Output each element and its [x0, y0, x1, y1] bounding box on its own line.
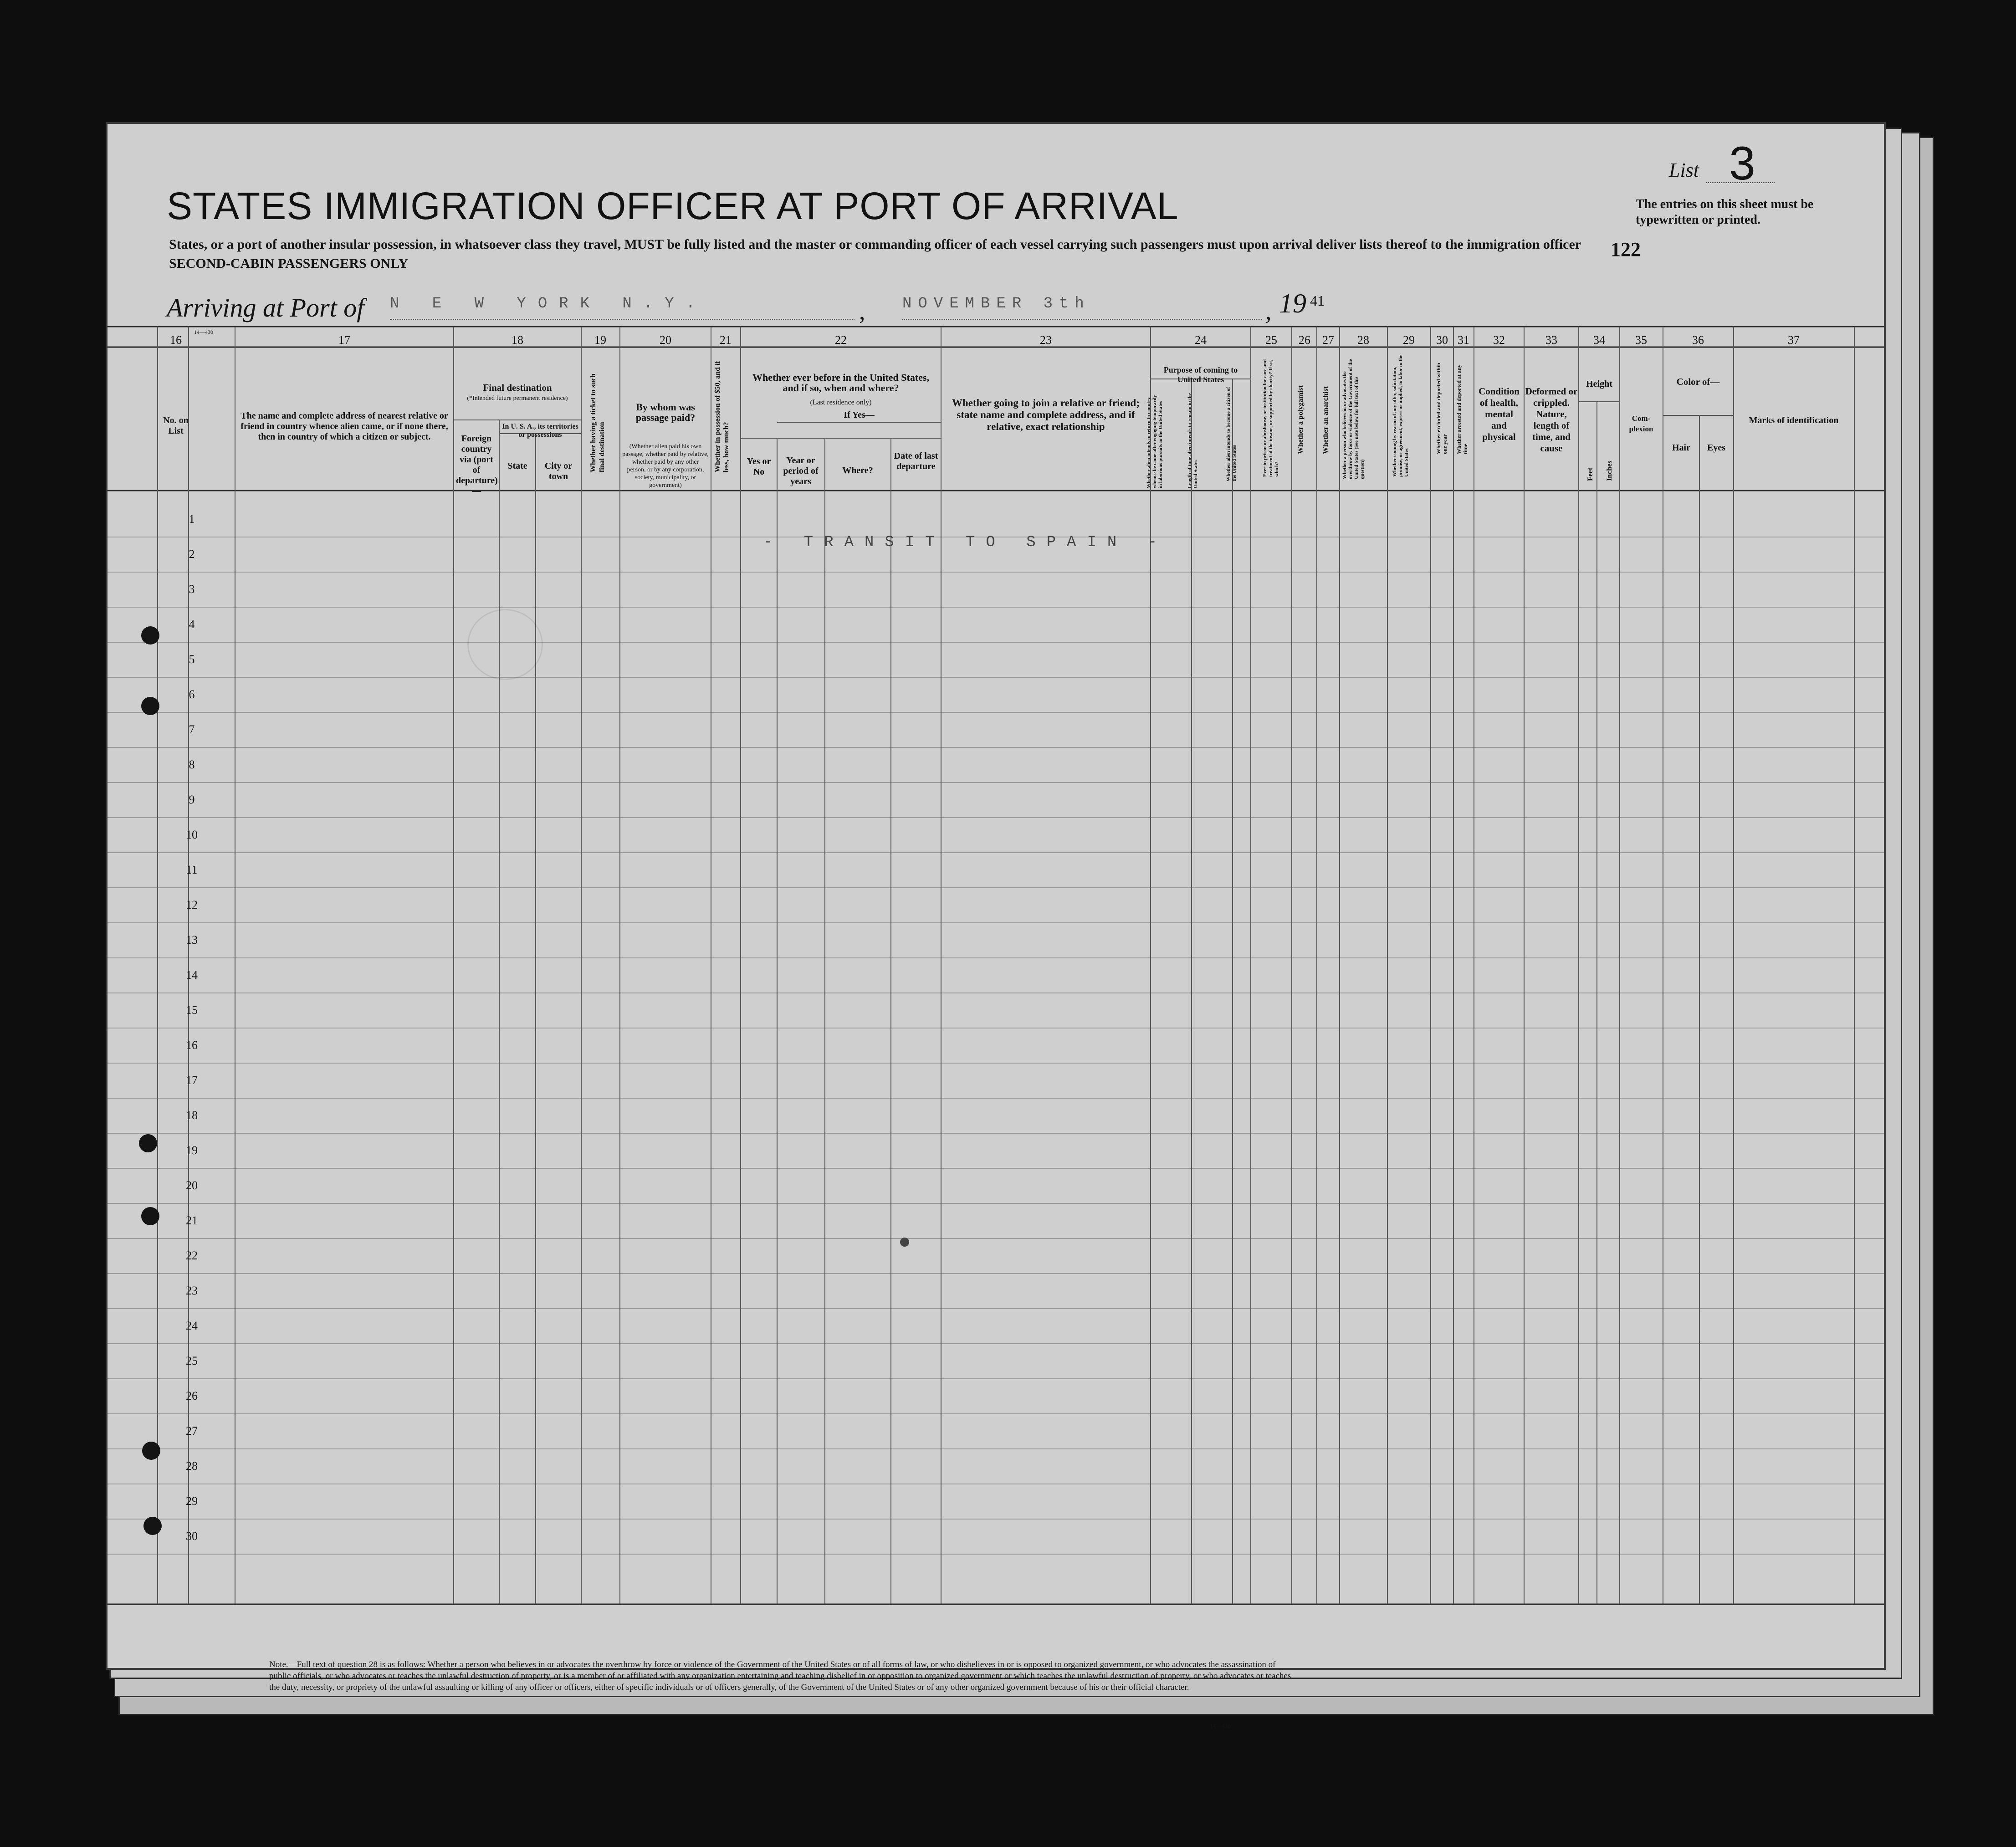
colnum-18: 18 [512, 333, 523, 347]
page-number: 122 [1611, 238, 1641, 261]
header-join-relative: Whether going to join a relative or friend; state name and complete address, and if relative, exact relationship [952, 397, 1140, 432]
row-number: 28 [186, 1459, 198, 1473]
colnum-29: 29 [1403, 333, 1415, 347]
row-number: 1 [189, 512, 195, 526]
header-inches: Inches [1606, 460, 1613, 481]
colnum-24: 24 [1195, 333, 1207, 347]
list-label: List [1669, 159, 1699, 181]
row-number: 21 [186, 1214, 198, 1227]
binding-hole [141, 1207, 159, 1225]
header-yes-or-no: Yes or No [747, 456, 771, 477]
class-line: SECOND-CABIN PASSENGERS ONLY [169, 256, 409, 271]
transit-annotation: - TRANSIT TO SPAIN - [763, 534, 1168, 551]
ink-smudge [900, 1238, 909, 1247]
row-number: 15 [186, 1003, 198, 1017]
header-final-destination: Final destination [483, 382, 552, 393]
colnum-35: 35 [1635, 333, 1647, 347]
header-ever-before-in-us: Whether ever before in the United States, and if so, when and where? [752, 372, 929, 394]
header-foreign-country: Foreign country via (port of departure)— [456, 434, 498, 496]
list-number: 3 [1729, 137, 1755, 190]
header-labor-offer: Whether coming by reason of any offer, solicitation, promise, or agreement, express or implied, to labor in the United States [1392, 354, 1409, 477]
colnum-36: 36 [1692, 333, 1704, 347]
header-complexion: Com-plexion [1629, 414, 1653, 433]
row-number: 9 [189, 793, 195, 806]
header-prison: Ever in prison or almshouse, or institution for care and treatment of the insane, or supported by charity? If so, which? [1262, 359, 1279, 477]
header-feet: Feet [1586, 467, 1594, 481]
binding-hole [139, 1134, 157, 1152]
header-polygamist: Whether a polygamist [1297, 385, 1305, 454]
colnum-31: 31 [1458, 333, 1469, 347]
footer-note: Note.—Full text of question 28 is as follows: Whether a person who believes in or advocates the overthrow by force or violence of the Government of the United States or of all forms of law, or who disbelieves in or is opposed to organized government, or who advocates the assassination of public officials, or who advocates or teaches the unlawful destruction of property, or is a member of or affiliated with any organization entertaining and teaching disbelief in or opposition to organized government or which teaches the unlawful destruction of property, or who advocates or teaches the duty, necessity, or propriety of the unlawful assaulting or killing of any officer or officers, either of specific individuals or of officers generally, of the Government of the United States or of any other organized government because of his or their official character. [269, 1660, 1291, 1692]
header-state: State [507, 461, 527, 471]
colnum-23: 23 [1040, 333, 1052, 347]
row-number: 3 [189, 583, 195, 596]
header-passage-note: (Whether alien paid his own passage, whether paid by relative, whether paid by any other person, or by any corporation, society, municipality, or government) [622, 443, 709, 489]
separator-comma: , [859, 297, 865, 325]
manifest-grid [107, 124, 1884, 1668]
colnum-20: 20 [660, 333, 671, 347]
row-number: 23 [186, 1284, 198, 1297]
binding-hole [142, 1442, 160, 1460]
separator-comma: , [1265, 297, 1272, 325]
colnum-22: 22 [835, 333, 847, 347]
header-health: Condition of health, mental and physical [1479, 386, 1520, 442]
header-anarchist: Whether an anarchist [1322, 386, 1330, 454]
colnum-30: 30 [1436, 333, 1448, 347]
header-city-or-town: City or town [544, 461, 573, 481]
header-purpose-return: Whether alien intends to return to country whence he came after engaging temporarily in laborious pursuits in the United States [1146, 395, 1163, 488]
header-last-residence: (Last residence only) [810, 399, 872, 406]
row-number: 19 [186, 1144, 198, 1157]
header-purpose-length: Length of time alien intends to remain in the United States [1187, 393, 1198, 488]
row-number: 20 [186, 1179, 198, 1192]
form-number-top: 14—430 [194, 329, 213, 335]
colnum-26: 26 [1299, 333, 1310, 347]
row-number: 24 [186, 1319, 198, 1332]
manifest-sheet [106, 122, 1886, 1729]
row-number: 12 [186, 898, 198, 911]
form-number: 14—430 [1210, 1723, 1231, 1729]
header-final-destination-note: (*Intended future permanent residence) [467, 395, 568, 402]
colnum-19: 19 [594, 333, 606, 347]
header-no-on-list: No. on List [163, 415, 189, 436]
row-number: 22 [186, 1249, 198, 1262]
row-number: 25 [186, 1354, 198, 1367]
row-number: 8 [189, 758, 195, 771]
header-arrested: Whether arrested and deported at any time [1456, 364, 1469, 454]
colnum-28: 28 [1357, 333, 1369, 347]
row-number: 27 [186, 1424, 198, 1438]
header-overthrow: Whether a person who believes in or advocates the overthrow by force or violence of the Government of the United States (See note below for full text of this question) [1342, 359, 1365, 479]
colnum-16: 16 [170, 333, 182, 347]
header-color-of: Color of— [1676, 376, 1720, 387]
arrival-year-suffix: 41 [1310, 292, 1325, 309]
colnum-37: 37 [1788, 333, 1800, 347]
page-title: STATES IMMIGRATION OFFICER AT PORT OF ARRIVAL [167, 184, 1179, 227]
header-marks-identification: Marks of identification [1749, 415, 1839, 425]
header-eyes: Eyes [1707, 443, 1725, 453]
row-number: 14 [186, 968, 198, 982]
header-year-or-period: Year or period of years [783, 455, 819, 486]
entries-note: The entries on this sheet must be typewritten or printed. [1636, 197, 1814, 227]
binding-hole [143, 1517, 162, 1535]
header-nearest-relative: The name and complete address of nearest relative or friend in country whence alien came, or if none there, then in country of which a citizen or subject. [240, 411, 448, 442]
row-number: 11 [186, 863, 198, 876]
header-ticket: Whether having a ticket to such final destination [589, 373, 606, 472]
colnum-34: 34 [1593, 333, 1605, 347]
row-number: 10 [186, 828, 198, 841]
row-number: 5 [189, 653, 195, 666]
colnum-21: 21 [720, 333, 732, 347]
row-number: 30 [186, 1530, 198, 1543]
header-passage-paid: By whom was passage paid? [635, 401, 696, 423]
colnum-33: 33 [1545, 333, 1557, 347]
row-number: 17 [186, 1074, 198, 1087]
header-date-last-departure: Date of last departure [894, 451, 938, 471]
header-deformed: Deformed or crippled. Nature, length of time, and cause [1525, 386, 1578, 454]
row-number: 18 [186, 1109, 198, 1122]
header-hair: Hair [1672, 443, 1690, 453]
header-in-usa: In U. S. A., its territories or possessions [502, 423, 578, 439]
binding-hole [141, 626, 159, 645]
row-number: 4 [189, 618, 195, 631]
instruction-line: States, or a port of another insular possession, in whatsoever class they travel, MUST be fully listed and the master or commanding officer of each vessel carrying such passengers must upon arrival deliver lists thereof to the immigration officer [169, 237, 1581, 252]
header-excluded: Whether excluded and deported within one year [1435, 363, 1448, 454]
arriving-label: Arriving at Port of [167, 293, 364, 322]
row-number: 7 [189, 723, 195, 736]
row-number: 6 [189, 688, 195, 701]
arrival-port: N E W YORK N.Y. [390, 295, 707, 312]
row-number: 2 [189, 547, 195, 561]
row-number: 13 [186, 933, 198, 947]
arrival-date: NOVEMBER 3th [902, 295, 1090, 312]
binding-hole [141, 697, 159, 715]
colnum-17: 17 [338, 333, 350, 347]
header-height: Height [1586, 379, 1612, 389]
header-purpose: Purpose of coming to United States [1163, 365, 1238, 384]
row-number: 29 [186, 1494, 198, 1508]
colnum-27: 27 [1322, 333, 1334, 347]
colnum-32: 32 [1493, 333, 1505, 347]
header-if-yes: If Yes— [844, 410, 875, 420]
header-purpose-citizen: Whether alien intends to become a citizen of the United States [1226, 387, 1237, 481]
arrival-year-prefix: 19 [1279, 288, 1306, 318]
faded-stamp [467, 609, 543, 680]
header-fifty-dollars: Whether in possession of $50, and if less, how much? [714, 361, 730, 472]
row-number: 26 [186, 1389, 198, 1402]
header-where: Where? [842, 466, 873, 476]
colnum-25: 25 [1265, 333, 1277, 347]
row-number: 16 [186, 1039, 198, 1052]
